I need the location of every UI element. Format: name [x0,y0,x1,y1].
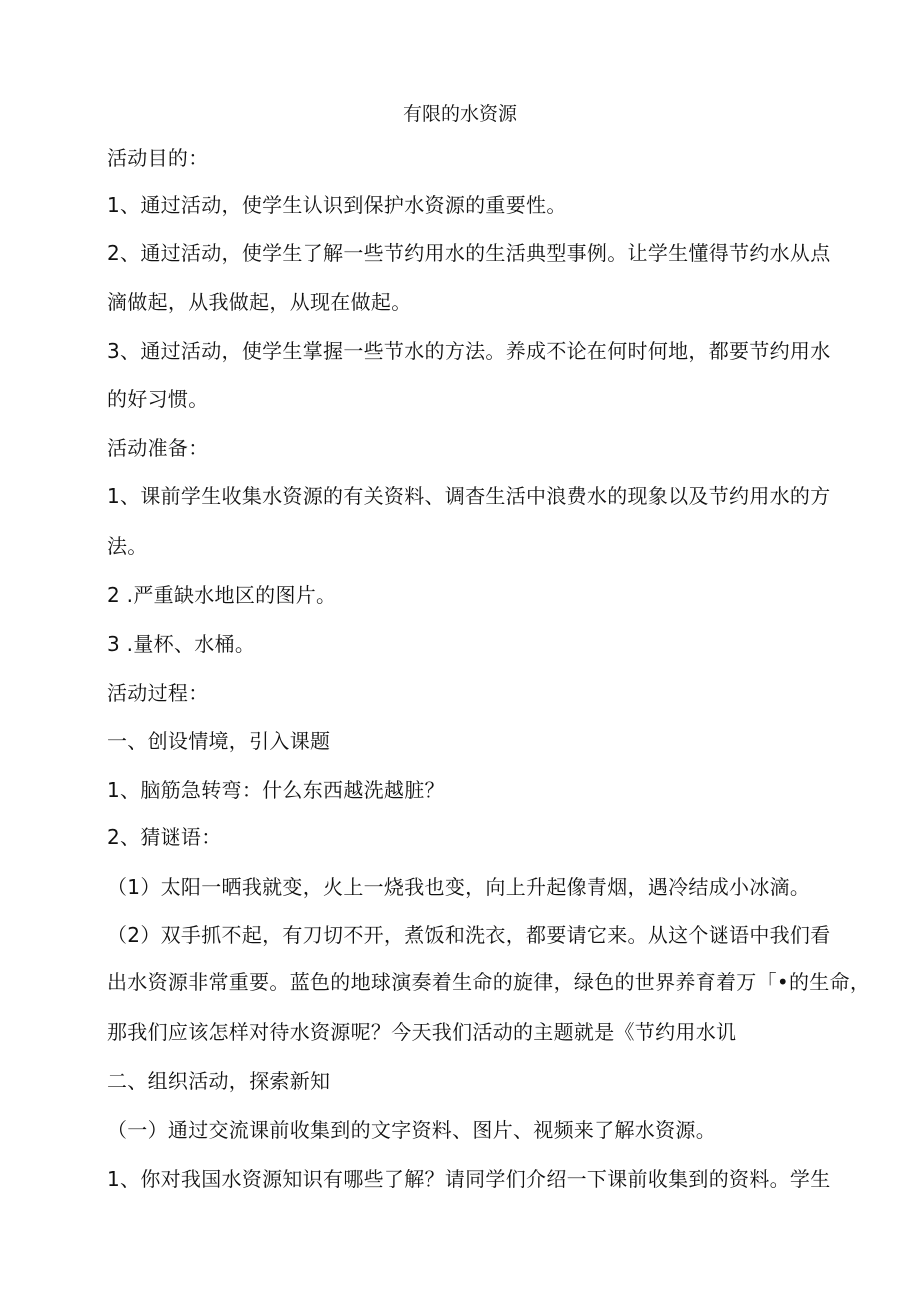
text-line: 2、通过活动，使学生了解一些节约用水的生活典型事例。让学生懂得节约水从点 [107,241,831,265]
text-line: 1、你对我国水资源知识有哪些了解？请同学们介绍一下课前收集到的资料。学生 [107,1167,831,1191]
text-line: 二、组织活动，探索新知 [107,1069,331,1093]
text-line: 3 .量杯、水桶。 [107,632,256,656]
text-line: 1、脑筋急转弯：什么东西越洗越脏？ [107,778,445,802]
document-title: 有限的水资源 [402,103,517,125]
text-line: 的好习惯。 [107,387,209,411]
text-line: 那我们应该怎样对待水资源呢？今天我们活动的主题就是《节约用水讥 [107,1020,737,1044]
text-line: 一、创设情境，引入课题 [107,729,331,753]
text-line: 活动准备： [107,436,209,460]
text-line: （一）通过交流课前收集到的文字资料、图片、视频来了解水资源。 [107,1118,716,1142]
text-line: 出水资源非常重要。蓝色的地球演奏着生命的旋律，绿色的世界养育着万「•的生命， [107,970,871,994]
text-line: 1、通过活动，使学生认识到保护水资源的重要性。 [107,193,567,217]
text-line: 2 .严重缺水地区的图片。 [107,583,337,607]
text-line: 2、猜谜语： [107,825,222,849]
text-line: 活动目的： [107,146,209,170]
text-line: 1、课前学生收集水资源的有关资料、调杳生活中浪费水的现象以及节约用水的方 [107,484,831,508]
text-line: （2）双手抓不起，有刀切不开，煮饭和洗衣，都要请它来。从这个谜语中我们看 [107,923,831,947]
text-line: 3、通过活动，使学生掌握一些节水的方法。养成不论在何时何地，都要节约用水 [107,339,831,363]
text-line: （1）太阳一晒我就变，火上一烧我也变，向上升起像青烟，遇冷结成小冰滴。 [107,875,811,899]
text-line: 法。 [107,534,148,558]
text-line: 滴做起，从我做起，从现在做起。 [107,290,412,314]
text-line: 活动过程： [107,681,209,705]
